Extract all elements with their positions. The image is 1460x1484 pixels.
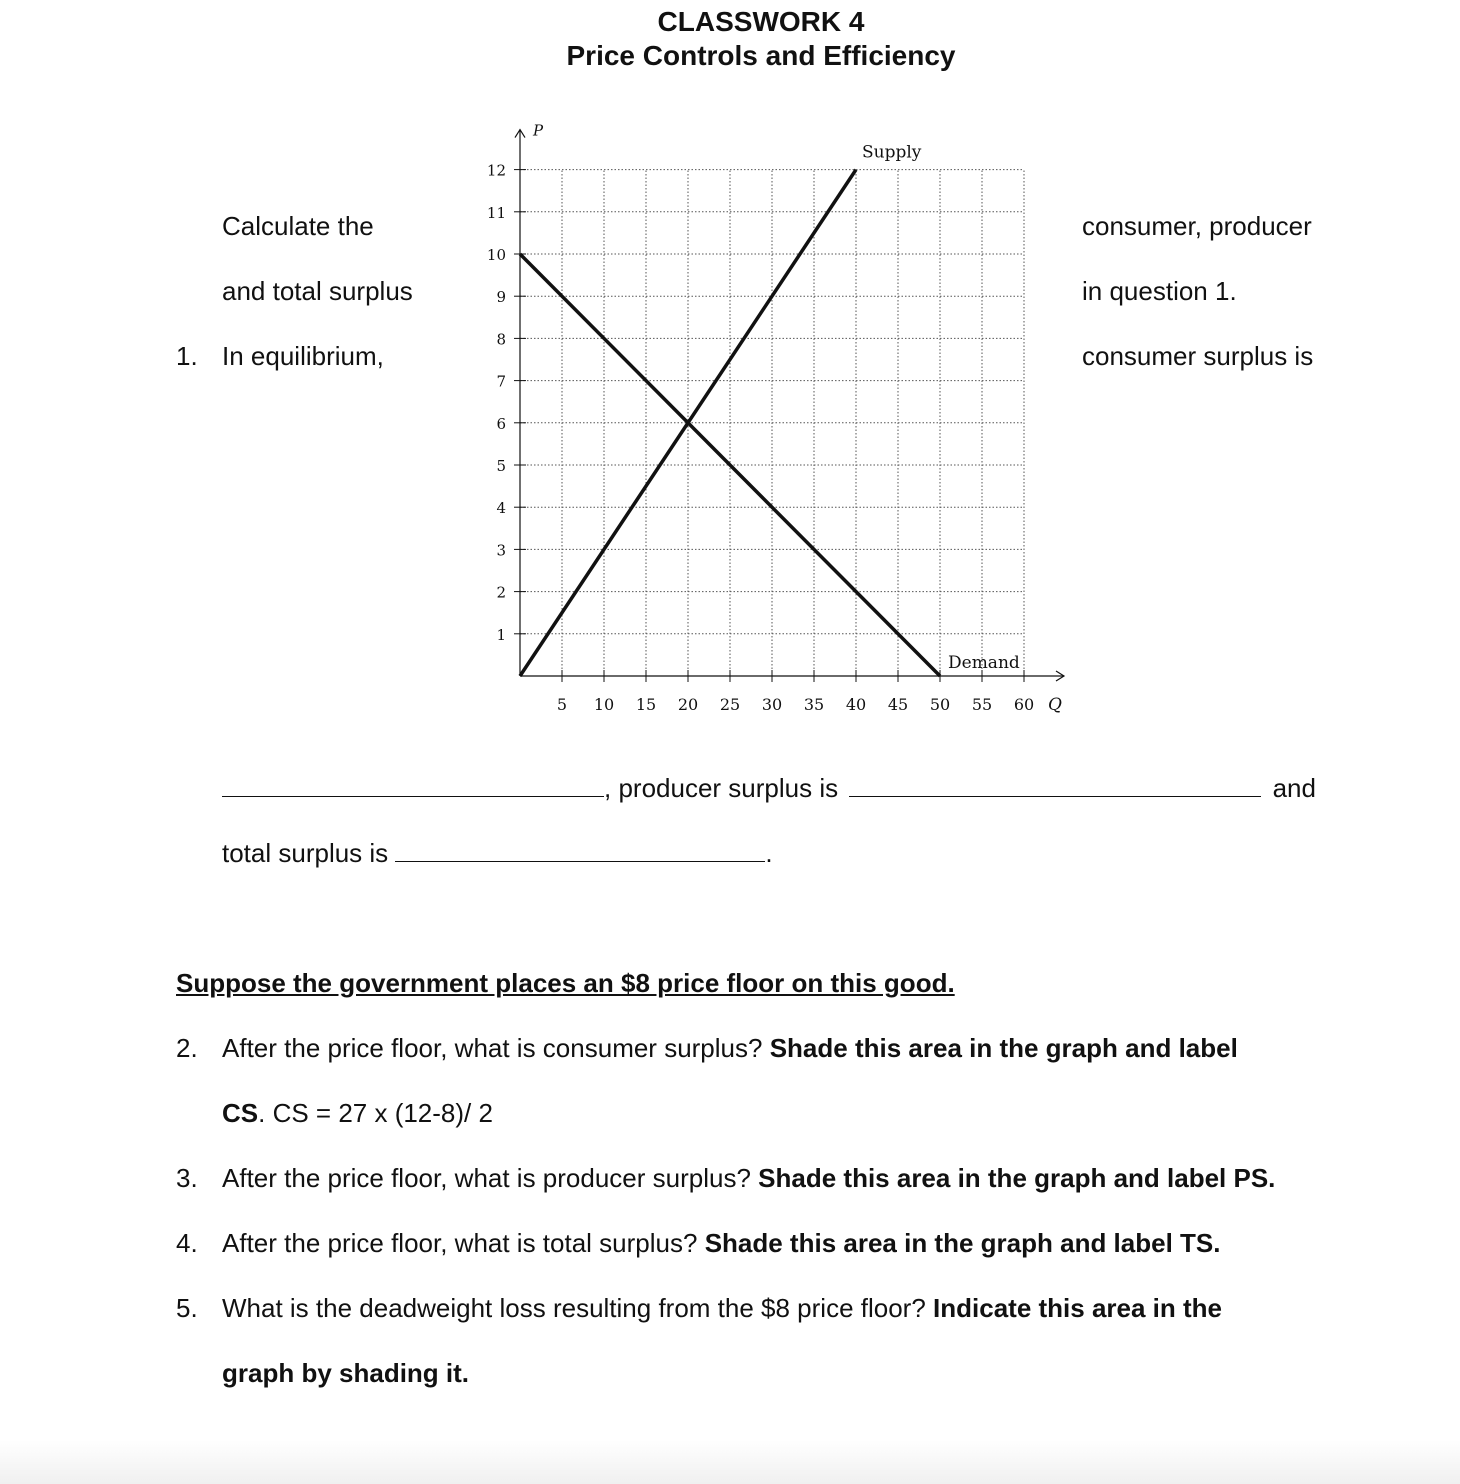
page-subtitle: Price Controls and Efficiency: [566, 40, 956, 71]
q2-line2-text: . CS = 27 x (12-8)/ 2: [258, 1098, 493, 1128]
producer-surplus-blank[interactable]: [849, 776, 1261, 797]
q5-text: What is the deadweight loss resulting from the $8 price floor?: [222, 1293, 934, 1323]
q2-bold: Shade this area in the graph and label: [769, 1033, 1238, 1063]
q4-bold: Shade this area in the graph and label TS.: [704, 1228, 1221, 1258]
grid-lines: [520, 170, 1024, 676]
q1-mid-text: , producer surplus is: [604, 773, 839, 803]
q5-line2: graph by shading it.: [222, 1358, 470, 1388]
y-tick-label: 8: [496, 330, 506, 349]
section-heading: Suppose the government places an $8 price floor on this good.: [176, 968, 955, 998]
x-tick-label: 40: [845, 695, 867, 714]
q3-bold: Shade this area in the graph and label PS.: [758, 1163, 1276, 1193]
q5-number: 5.: [176, 1293, 198, 1323]
y-tick-label: 4: [496, 499, 506, 518]
x-tick-label: 60: [1013, 695, 1035, 714]
q5-line1: [222, 1293, 1222, 1324]
supply-label: Supply: [862, 142, 922, 163]
q2-line2: [222, 1098, 493, 1129]
q2-line2-bold: CS: [222, 1098, 259, 1128]
q3-number: 3.: [176, 1163, 198, 1193]
y-tick-label: 12: [486, 161, 506, 180]
x-tick-label: 55: [971, 695, 993, 714]
x-axis-label: Q: [1048, 695, 1062, 715]
x-tick-label: 30: [761, 695, 783, 714]
q5-bold: Indicate this area in the: [933, 1293, 1223, 1323]
intro-left-line2: and total surplus: [222, 276, 413, 306]
x-tick-label: 20: [677, 695, 699, 714]
supply-demand-graph: [470, 110, 1080, 730]
x-tick-label: 15: [635, 695, 657, 714]
x-tick-label: 50: [929, 695, 951, 714]
x-tick-label: 35: [803, 695, 825, 714]
q4-number: 4.: [176, 1228, 198, 1258]
q3-line: [222, 1163, 1275, 1194]
intro-right-line1: consumer, producer: [1082, 211, 1312, 241]
y-tick-label: 11: [486, 203, 506, 222]
q2-text: After the price floor, what is consumer surplus?: [222, 1033, 770, 1063]
y-tick-label: 7: [496, 372, 506, 391]
total-surplus-blank[interactable]: [395, 841, 765, 862]
y-tick-label: 6: [496, 414, 506, 433]
y-axis-label: P: [533, 121, 544, 140]
q1-left-text: In equilibrium,: [222, 341, 384, 371]
q1-number: 1.: [176, 341, 198, 371]
q2-number: 2.: [176, 1033, 198, 1063]
q2-line1: [222, 1033, 1238, 1064]
intro-right-line2: in question 1.: [1082, 276, 1237, 306]
q1-end-text: and: [1272, 773, 1316, 803]
x-tick-label: 5: [556, 695, 568, 714]
y-tick-label: 10: [486, 246, 506, 264]
q1-right-text: consumer surplus is: [1082, 341, 1314, 371]
q1-period: .: [765, 838, 773, 868]
y-tick-label: 1: [496, 625, 506, 644]
x-tick-label: 45: [887, 695, 909, 714]
x-tick-label: 10: [593, 695, 615, 714]
q3-text: After the price floor, what is producer surplus?: [222, 1163, 759, 1193]
page-bottom-shadow: [0, 1440, 1460, 1484]
q1-total-text: total surplus is: [222, 838, 389, 868]
page-title: CLASSWORK 4: [657, 6, 865, 37]
demand-label: Demand: [948, 653, 1020, 673]
y-tick-label: 3: [496, 541, 506, 560]
q1-answer-line: [222, 773, 1316, 804]
y-tick-label: 2: [496, 583, 506, 602]
q1-total-line: [222, 838, 773, 869]
consumer-surplus-blank[interactable]: [222, 776, 604, 797]
y-tick-label: 5: [496, 457, 506, 475]
y-tick-label: 9: [496, 288, 506, 307]
q4-text: After the price floor, what is total surplus?: [222, 1228, 705, 1258]
q4-line: [222, 1228, 1220, 1259]
x-tick-label: 25: [719, 695, 741, 714]
intro-left-line1: Calculate the: [222, 211, 374, 241]
